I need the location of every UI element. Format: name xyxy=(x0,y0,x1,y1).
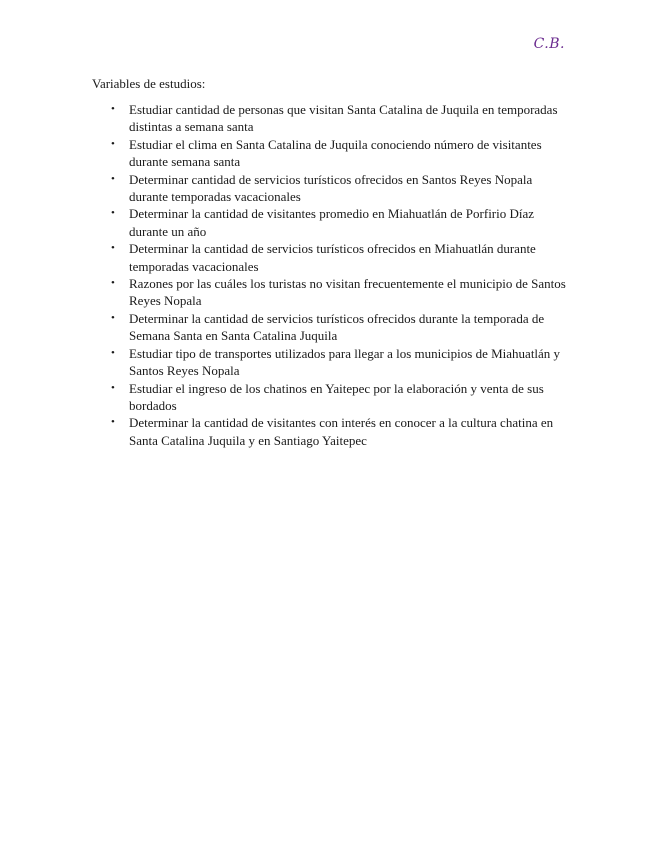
list-item-text: Determinar la cantidad de servicios turísticos ofrecidos en Miahuatlán durante temporadas vacacionales xyxy=(129,241,536,274)
header-initials: C.B. xyxy=(533,36,565,52)
list-item xyxy=(92,380,566,415)
bullet-icon: • xyxy=(111,277,115,290)
list-item-text: Determinar la cantidad de servicios turísticos ofrecidos durante la temporada de Semana Santa en Santa Catalina Juquila xyxy=(129,310,545,344)
list-item xyxy=(92,345,566,380)
bullet-icon: • xyxy=(111,137,115,150)
bullet-icon: • xyxy=(111,172,115,185)
list-item-text: Determinar cantidad de servicios turísticos ofrecidos en Santos Reyes Nopala durante temporadas vacacionales xyxy=(129,171,533,205)
list-item-text: Determinar la cantidad de visitantes promedio en Miahuatlán de Porfirio Díaz durante un año xyxy=(129,206,535,239)
list-item xyxy=(92,171,566,206)
list-item-text: Estudiar cantidad de personas que visitan Santa Catalina de Juquila en temporadas distintas a semana santa xyxy=(129,102,558,135)
list-item xyxy=(92,205,566,240)
list-item xyxy=(92,136,566,171)
list-item xyxy=(92,240,566,275)
list-item xyxy=(92,101,566,136)
section-title: Variables de estudios: xyxy=(92,76,206,91)
bullet-icon: • xyxy=(111,207,115,220)
bullet-icon: • xyxy=(111,416,115,429)
list-item xyxy=(92,275,566,310)
bullet-icon: • xyxy=(111,103,115,115)
list-item-text: Determinar la cantidad de visitantes con interés en conocer a la cultura chatina en Santa Catalina Juquila y en Santiago Yaitepec xyxy=(129,415,554,448)
list-item-text: Estudiar tipo de transportes utilizados para llegar a los municipios de Miahuatlán y Santos Reyes Nopala xyxy=(129,345,561,379)
bullet-icon: • xyxy=(111,311,115,324)
list-item xyxy=(92,310,566,345)
bullet-icon: • xyxy=(111,242,115,255)
list-item-text: Razones por las cuáles los turistas no visitan frecuentemente el municipio de Santos Reyes Nopala xyxy=(129,276,566,309)
list-item-text: Estudiar el ingreso de los chatinos en Yaitepec por la elaboración y venta de sus bordados xyxy=(129,380,544,413)
bullet-icon: • xyxy=(111,346,115,359)
variables-list xyxy=(92,101,566,449)
bullet-icon: • xyxy=(111,381,115,394)
list-item-text: Estudiar el clima en Santa Catalina de Juquila conociendo número de visitantes durante semana santa xyxy=(129,136,542,170)
list-item xyxy=(92,414,566,449)
